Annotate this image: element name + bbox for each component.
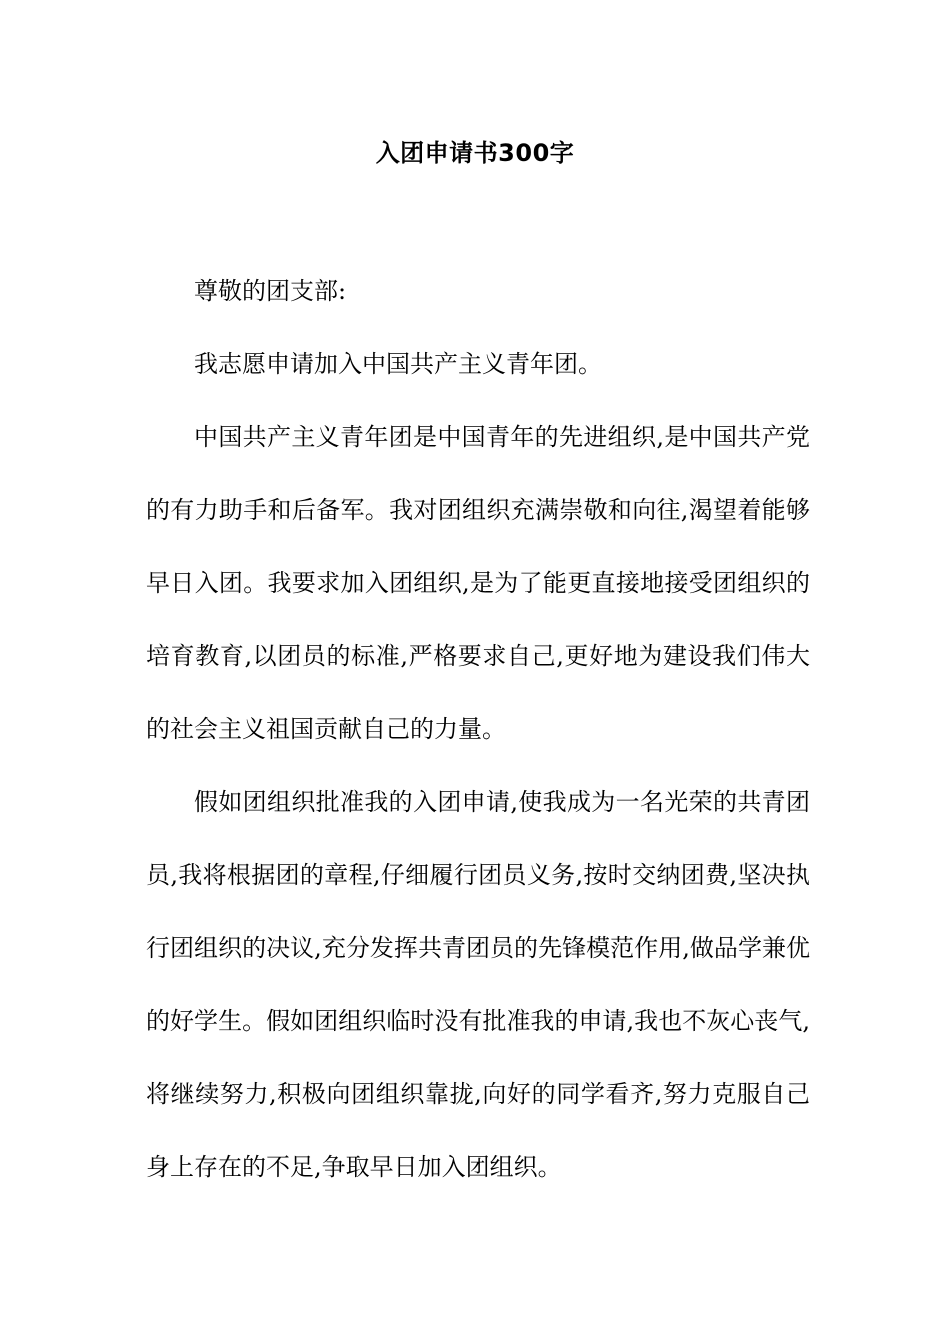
document-title: 入团申请书300字 <box>375 139 575 167</box>
paragraph-1: 我志愿申请加入中国共产主义青年团。 <box>194 350 602 378</box>
salutation: 尊敬的团支部: <box>194 277 347 305</box>
document-body <box>146 255 810 1204</box>
paragraph-2: 中国共产主义青年团是中国青年的先进组织,是中国共产党的有力助手和后备军。我对团组织充满崇敬和向往,渴望着能够早日入团。我要求加入团组织,是为了能更直接地接受团组织的培育教育,以团员的标准,严格要求自己,更好地为建设我们伟大的社会主义祖国贡献自己的力量。 <box>146 423 810 743</box>
paragraph-3: 假如团组织批准我的入团申请,使我成为一名光荣的共青团员,我将根据团的章程,仔细履行团员义务,按时交纳团费,坚决执行团组织的决议,充分发挥共青团员的先锋模范作用,做品学兼优的好学生。假如团组织临时没有批准我的申请,我也不灰心丧气,将继续努力,积极向团组织靠拢,向好的同学看齐,努力克服自己身上存在的不足,争取早日加入团组织。 <box>146 788 810 1181</box>
